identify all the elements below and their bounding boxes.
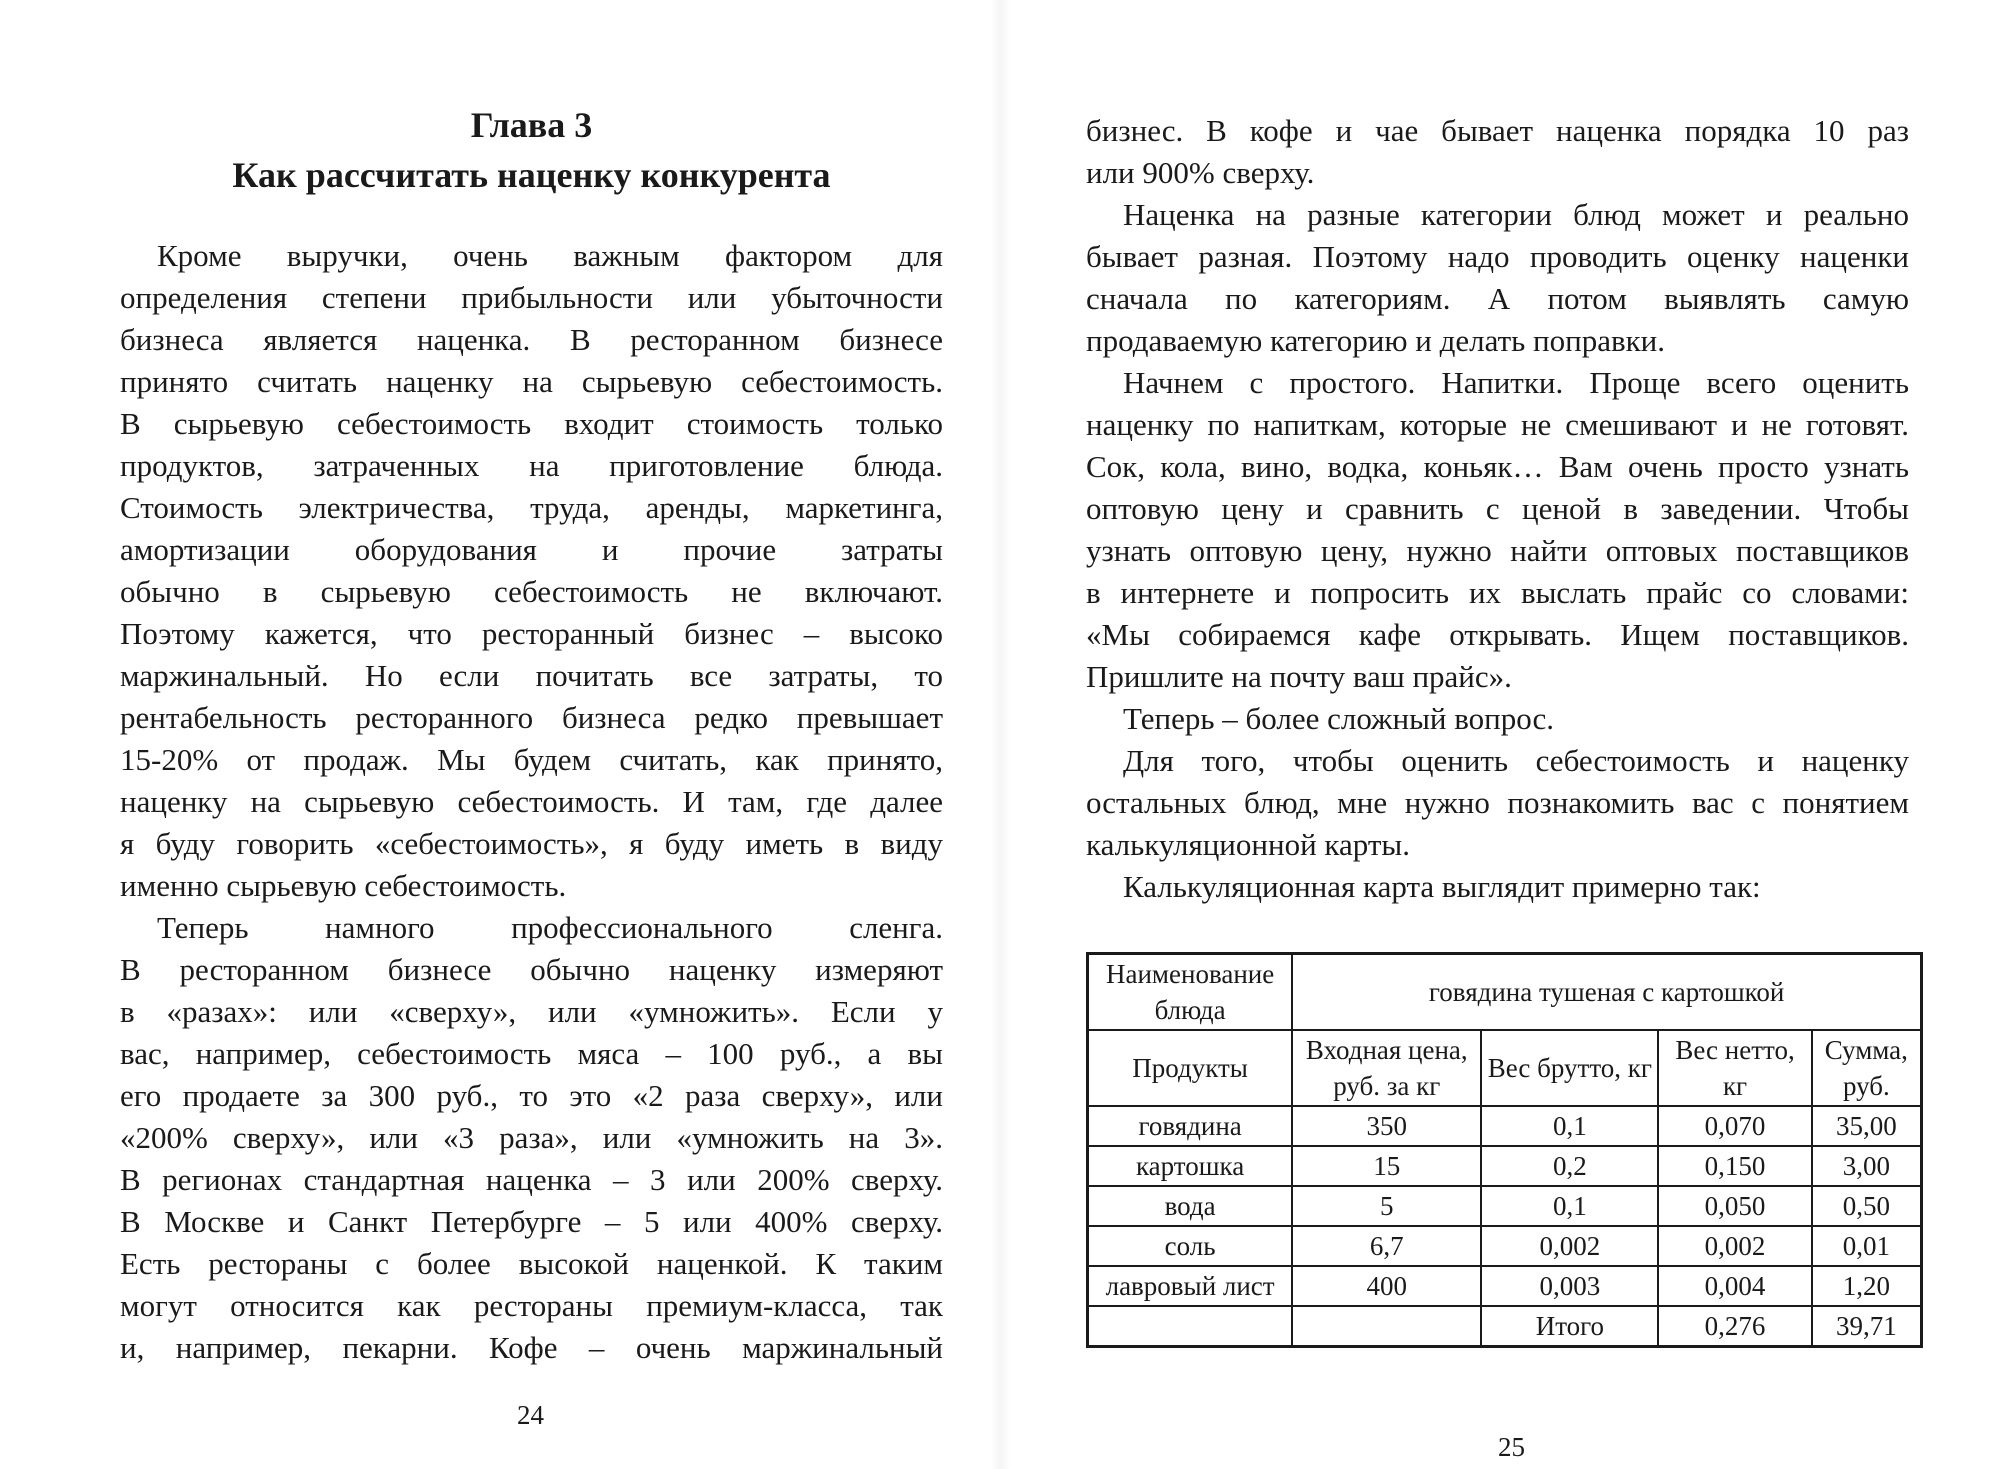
total-sum-cell: 39,71 <box>1812 1306 1922 1347</box>
text-line: оптовую цену и сравнить с ценой в заведении. Чтобы <box>1086 491 1909 526</box>
table-row <box>1088 1186 1922 1226</box>
text-line: могут относится как рестораны премиум-класса, так <box>120 1288 943 1323</box>
right-page <box>1000 0 2000 1469</box>
right-page-text <box>1086 110 1909 908</box>
text-line: Стоимость электричества, труда, аренды, маркетинга, <box>120 490 943 525</box>
table-cell: 0,1 <box>1481 1186 1658 1226</box>
text-line: Для того, чтобы оценить себестоимость и наценку <box>1123 743 1909 778</box>
table-cell: соль <box>1088 1226 1293 1266</box>
text-line: рентабельность ресторанного бизнеса редко превышает <box>120 700 943 735</box>
text-line: Начнем с простого. Напитки. Проще всего оценить <box>1123 365 1909 400</box>
table-cell: лавровый лист <box>1088 1266 1293 1306</box>
table-cell: 0,002 <box>1658 1226 1811 1266</box>
table-cell: 0,004 <box>1658 1266 1811 1306</box>
text-line: маржинальный. Но если почитать все затраты, то <box>120 658 943 693</box>
dish-label-cell: Наименование блюда <box>1088 954 1293 1031</box>
page-number: 24 <box>517 1400 544 1430</box>
chapter-number: Глава 3 <box>470 105 593 145</box>
table-cell: 0,01 <box>1812 1226 1922 1266</box>
text-line: бизнес. В кофе и чае бывает наценка порядка 10 раз <box>1086 113 1909 148</box>
table-cell: 0,50 <box>1812 1186 1922 1226</box>
table-cell: 0,070 <box>1658 1106 1811 1146</box>
page-number: 25 <box>1498 1432 1525 1462</box>
table-header-cell: Вес нетто, кг <box>1658 1030 1811 1106</box>
table-row <box>1088 1266 1922 1306</box>
table-header-cell: Сумма, руб. <box>1812 1030 1922 1106</box>
table-cell: 0,1 <box>1481 1106 1658 1146</box>
text-line: его продаете за 300 руб., то это «2 раза сверху», или <box>120 1078 943 1113</box>
table-cell: 3,00 <box>1812 1146 1922 1186</box>
table-cell: 0,050 <box>1658 1186 1811 1226</box>
table-cell: 35,00 <box>1812 1106 1922 1146</box>
text-line: или 900% сверху. <box>1086 155 1315 190</box>
table-total-row <box>1088 1306 1922 1347</box>
text-line: Поэтому кажется, что ресторанный бизнес – высоко <box>120 616 943 651</box>
table-cell: 350 <box>1292 1106 1481 1146</box>
table-cell: 0,002 <box>1481 1226 1658 1266</box>
table-cell: 5 <box>1292 1186 1481 1226</box>
text-line: 15-20% от продаж. Мы будем считать, как принято, <box>120 742 943 777</box>
table-header-cell: Продукты <box>1088 1030 1293 1106</box>
text-line: принято считать наценку на сырьевую себестоимость. <box>120 364 943 399</box>
text-line: в интернете и попросить их выслать прайс со словами: <box>1086 575 1909 610</box>
text-line: я буду говорить «себестоимость», я буду иметь в виду <box>120 826 943 861</box>
text-line: Наценка на разные категории блюд может и реально <box>1123 197 1909 232</box>
table-cell: вода <box>1088 1186 1293 1226</box>
text-line: Теперь намного профессионального сленга. <box>157 910 943 945</box>
table-row <box>1088 1106 1922 1146</box>
table-cell <box>1088 1306 1293 1347</box>
text-line: в «разах»: или «сверху», или «умножить». Если у <box>120 994 943 1029</box>
text-line: определения степени прибыльности или убыточности <box>120 280 943 315</box>
text-line: Теперь – более сложный вопрос. <box>1123 701 1555 736</box>
table-cell <box>1292 1306 1481 1347</box>
text-line: продаваемую категорию и делать поправки. <box>1086 323 1666 358</box>
table-row <box>1088 1226 1922 1266</box>
table-cell: 400 <box>1292 1266 1481 1306</box>
table-cell: 0,150 <box>1658 1146 1811 1186</box>
text-line: наценку на сырьевую себестоимость. И там, где далее <box>120 784 943 819</box>
text-line: остальных блюд, мне нужно познакомить вас с понятием <box>1086 785 1909 820</box>
text-line: обычно в сырьевую себестоимость не включают. <box>120 574 943 609</box>
text-line: вас, например, себестоимость мяса – 100 руб., а вы <box>120 1036 943 1071</box>
table-row <box>1088 1146 1922 1186</box>
text-line: В Москве и Санкт Петербурге – 5 или 400% сверху. <box>120 1204 943 1239</box>
text-line: продуктов, затраченных на приготовление блюда. <box>120 448 943 483</box>
text-line: именно сырьевую себестоимость. <box>120 868 567 903</box>
text-line: Пришлите на почту ваш прайс». <box>1086 659 1512 694</box>
text-line: В сырьевую себестоимость входит стоимость только <box>120 406 943 441</box>
text-line: амортизации оборудования и прочие затраты <box>120 532 943 567</box>
text-line: Есть рестораны с более высокой наценкой. К таким <box>120 1246 943 1281</box>
text-line: Кроме выручки, очень важным фактором для <box>157 238 943 273</box>
left-page-text <box>120 235 943 1369</box>
text-line: наценку по напиткам, которые не смешивают и не готовят. <box>1086 407 1909 442</box>
text-line: В ресторанном бизнесе обычно наценку измеряют <box>120 952 943 987</box>
table-header-cell: Вес брутто, кг <box>1481 1030 1658 1106</box>
table-cell: 0,2 <box>1481 1146 1658 1186</box>
dish-name-cell: говядина тушеная с картошкой <box>1292 954 1921 1031</box>
text-line: калькуляционной карты. <box>1086 827 1410 862</box>
text-line: В регионах стандартная наценка – 3 или 200% сверху. <box>120 1162 943 1197</box>
calculation-card-table <box>1086 952 1923 1348</box>
text-line: Сок, кола, вино, водка, коньяк… Вам очень просто узнать <box>1086 449 1909 484</box>
table-cell: 1,20 <box>1812 1266 1922 1306</box>
text-line: «200% сверху», или «3 раза», или «умножить на 3». <box>120 1120 943 1155</box>
text-line: «Мы собираемся кафе открывать. Ищем поставщиков. <box>1086 617 1909 652</box>
text-line: Калькуляционная карта выглядит примерно так: <box>1123 869 1761 904</box>
chapter-title: Как рассчитать наценку конкурента <box>232 155 831 195</box>
table-cell: картошка <box>1088 1146 1293 1186</box>
table-cell: 0,003 <box>1481 1266 1658 1306</box>
table-header-cell: Входная цена, руб. за кг <box>1292 1030 1481 1106</box>
text-line: бизнеса является наценка. В ресторанном бизнесе <box>120 322 943 357</box>
total-netto-cell: 0,276 <box>1658 1306 1811 1347</box>
text-line: узнать оптовую цену, нужно найти оптовых поставщиков <box>1086 533 1909 568</box>
text-line: бывает разная. Поэтому надо проводить оценку наценки <box>1086 239 1909 274</box>
table-cell: 6,7 <box>1292 1226 1481 1266</box>
table-cell: 15 <box>1292 1146 1481 1186</box>
text-line: и, например, пекарни. Кофе – очень маржинальный <box>120 1330 943 1365</box>
text-line: сначала по категориям. А потом выявлять самую <box>1086 281 1909 316</box>
table-cell: говядина <box>1088 1106 1293 1146</box>
total-label-cell: Итого <box>1481 1306 1658 1347</box>
